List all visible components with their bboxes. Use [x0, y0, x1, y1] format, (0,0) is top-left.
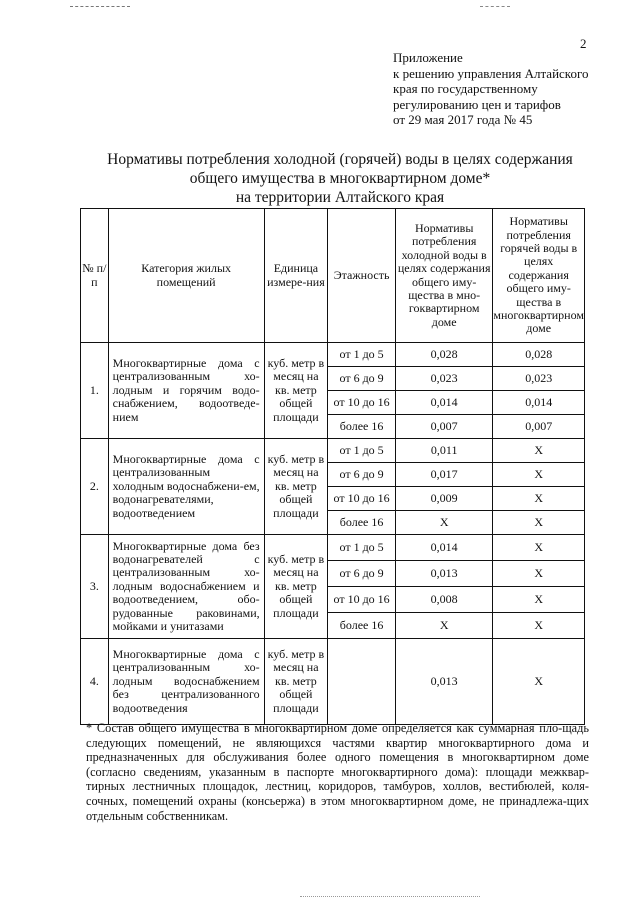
floors-cell	[328, 639, 396, 725]
header-num: № п/п	[81, 209, 109, 343]
cold-norm-cell: 0,013	[395, 561, 492, 587]
floors-cell: более 16	[328, 415, 396, 439]
document-title	[70, 150, 610, 207]
hot-norm-cell: X	[493, 613, 585, 639]
hot-norm-cell: 0,023	[493, 367, 585, 391]
table-row	[81, 535, 585, 561]
floors-cell: от 1 до 5	[328, 439, 396, 463]
appendix-line: от 29 мая 2017 года № 45	[393, 112, 533, 128]
scan-artifact-bottom	[300, 896, 480, 897]
category-cell: Многоквартирные дома с централизованным хо-лодным водоснабжением без централизованного водоотведения	[108, 639, 264, 725]
table-row	[81, 439, 585, 463]
floors-cell: от 1 до 5	[328, 535, 396, 561]
floors-cell: более 16	[328, 511, 396, 535]
category-cell: Многоквартирные дома с централизованным холодным водоснабжени-ем, водонагревателями, водоотведением	[108, 439, 264, 535]
unit-cell: куб. метр в месяц на кв. метр общей площади	[264, 535, 328, 639]
floors-cell: более 16	[328, 613, 396, 639]
cold-norm-cell: X	[395, 613, 492, 639]
floors-cell: от 10 до 16	[328, 487, 396, 511]
floors-cell: от 1 до 5	[328, 343, 396, 367]
cold-norm-cell: 0,007	[395, 415, 492, 439]
row-number: 4.	[81, 639, 109, 725]
floors-cell: от 6 до 9	[328, 463, 396, 487]
hot-norm-cell: X	[493, 487, 585, 511]
category-cell: Многоквартирные дома без водонагревателей с централизованным хо-лодным водоснабжением и водоотведением, обо-рудованные раковинами, мойками и унитазами	[108, 535, 264, 639]
title-line: на территории Алтайского края	[235, 189, 445, 206]
cold-norm-cell: 0,014	[395, 535, 492, 561]
cold-norm-cell: 0,013	[395, 639, 492, 725]
header-unit: Единица измере-ния	[264, 209, 328, 343]
header-hot: Нормативы потребления горячей воды в целях содержания общего иму-щества в многоквартирном доме	[493, 209, 585, 343]
floors-cell: от 10 до 16	[328, 587, 396, 613]
cold-norm-cell: 0,028	[395, 343, 492, 367]
unit-cell: куб. метр в месяц на кв. метр общей площади	[264, 343, 328, 439]
hot-norm-cell: X	[493, 511, 585, 535]
table-body	[81, 343, 585, 725]
table-row	[81, 343, 585, 367]
cold-norm-cell: 0,011	[395, 439, 492, 463]
hot-norm-cell: X	[493, 463, 585, 487]
cold-norm-cell: 0,008	[395, 587, 492, 613]
cold-norm-cell: 0,009	[395, 487, 492, 511]
footnote: * Состав общего имущества в многоквартирном доме определяется как суммарная пло-щадь следующих помещений, не являющихся частями квартир многоквартирного дома и предназначенных для обслуживания более одного помещения в многоквартирном доме (согласно сведениям, указанным в паспорте многоквартирного дома): площади межквар-тирных лестничных площадок, лестниц, коридоров, тамбуров, холлов, вестибюлей, коля-сочных, помещений охраны (консьержа) в этом многоквартирном доме, не принадлежа-щих отдельным собственникам.	[86, 721, 589, 823]
header-cold: Нормативы потребления холодной воды в целях содержания общего иму-щества в мно-гоквартирном доме	[395, 209, 492, 343]
row-number: 1.	[81, 343, 109, 439]
appendix-line: регулированию цен и тарифов	[393, 96, 561, 112]
hot-norm-cell: X	[493, 587, 585, 613]
floors-cell: от 10 до 16	[328, 391, 396, 415]
table-row	[81, 639, 585, 725]
cold-norm-cell: 0,014	[395, 391, 492, 415]
floors-cell: от 6 до 9	[328, 561, 396, 587]
header-category: Категория жилых помещений	[108, 209, 264, 343]
hot-norm-cell: X	[493, 561, 585, 587]
floors-cell: от 6 до 9	[328, 367, 396, 391]
hot-norm-cell: X	[493, 439, 585, 463]
category-cell: Многоквартирные дома с централизованным хо-лодным и горячим водо-снабжением, водоотведе-нием	[108, 343, 264, 439]
cold-norm-cell: 0,017	[395, 463, 492, 487]
appendix-line: Приложение	[393, 50, 463, 65]
unit-cell: куб. метр в месяц на кв. метр общей площади	[264, 639, 328, 725]
row-number: 3.	[81, 535, 109, 639]
scan-artifact-top-right	[480, 6, 510, 7]
hot-norm-cell: X	[493, 535, 585, 561]
appendix-line: края по государственному	[393, 81, 538, 97]
norms-table	[80, 208, 585, 725]
hot-norm-cell: X	[493, 639, 585, 725]
appendix-block	[393, 50, 588, 128]
hot-norm-cell: 0,014	[493, 391, 585, 415]
cold-norm-cell: 0,023	[395, 367, 492, 391]
appendix-line: к решению управления Алтайского	[393, 65, 589, 81]
row-number: 2.	[81, 439, 109, 535]
cold-norm-cell: X	[395, 511, 492, 535]
scan-artifact-top-left	[70, 6, 130, 7]
page-number: 2	[580, 36, 587, 51]
hot-norm-cell: 0,028	[493, 343, 585, 367]
title-line: Нормативы потребления холодной (горячей) воды в целях содержания	[107, 151, 573, 168]
hot-norm-cell: 0,007	[493, 415, 585, 439]
header-floors: Этажность	[328, 209, 396, 343]
unit-cell: куб. метр в месяц на кв. метр общей площади	[264, 439, 328, 535]
table-header-row	[81, 209, 585, 343]
title-line: общего имущества в многоквартирном доме*	[189, 170, 491, 187]
